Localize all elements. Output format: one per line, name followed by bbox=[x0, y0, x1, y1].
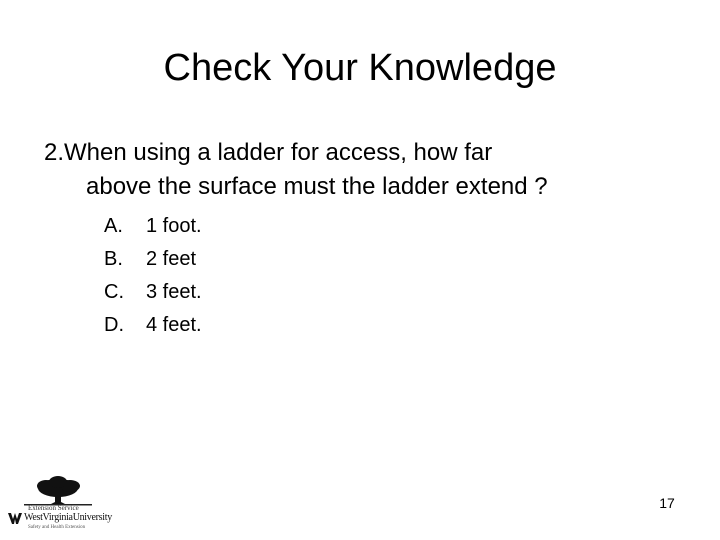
option-text: 3 feet. bbox=[146, 281, 202, 303]
option-letter: A. bbox=[104, 215, 123, 237]
question-text bbox=[44, 136, 714, 204]
option-letter: B. bbox=[104, 248, 123, 270]
option-d bbox=[104, 309, 202, 342]
wvu-extension-logo bbox=[6, 474, 110, 532]
option-text: 1 foot. bbox=[146, 215, 202, 237]
option-text: 4 feet. bbox=[146, 314, 202, 336]
question-line-2: above the surface must the ladder extend ? bbox=[86, 173, 548, 200]
option-b bbox=[104, 243, 202, 276]
answer-options bbox=[104, 210, 202, 342]
tree-logo-icon bbox=[6, 474, 110, 508]
question-line-1: 2.When using a ladder for access, how far bbox=[44, 139, 493, 166]
option-c bbox=[104, 276, 202, 309]
wv-flying-logo-icon bbox=[8, 513, 22, 525]
slide-title: Check Your Knowledge bbox=[163, 47, 557, 89]
option-a bbox=[104, 210, 202, 243]
logo-line-2: WestVirginiaUniversity bbox=[24, 512, 112, 523]
logo-line-3: Safety and Health Extension bbox=[28, 525, 86, 530]
logo-line-1: Extension Service bbox=[28, 504, 79, 512]
option-letter: D. bbox=[104, 314, 124, 336]
page-number: 17 bbox=[659, 495, 675, 511]
option-letter: C. bbox=[104, 281, 124, 303]
option-text: 2 feet bbox=[146, 248, 197, 270]
